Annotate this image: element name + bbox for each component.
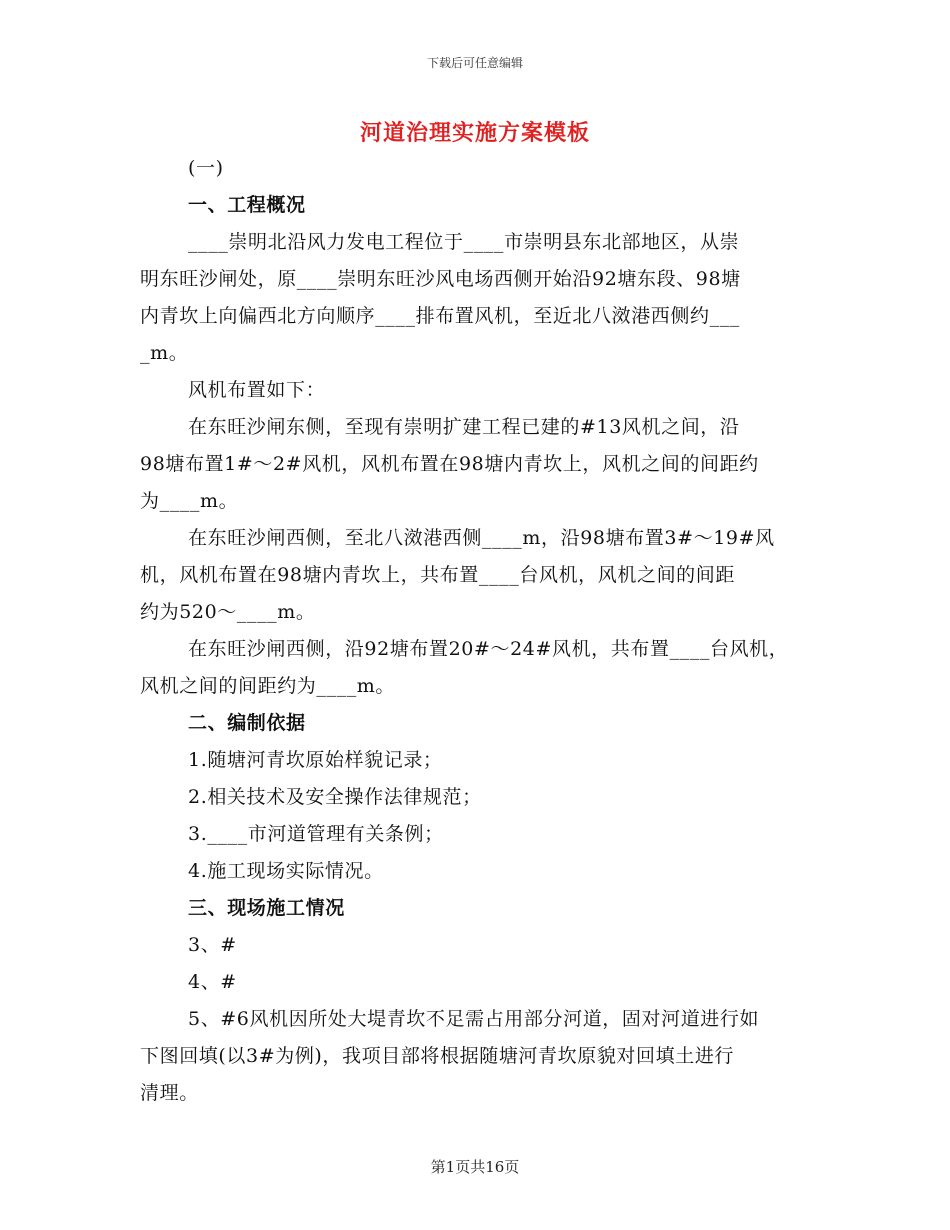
page-number: 第1页共16页 [430,1158,520,1176]
header-note: 下载后可任意编辑 [426,56,523,70]
paragraph-line: 为____m。 [140,490,239,512]
document-title: 河道治理实施方案模板 [359,120,590,146]
heading-basis: 二、编制依据 [188,712,306,734]
paragraph-line: _m。 [140,342,189,364]
paragraph-line: 清理。 [140,1082,199,1104]
list-item: 1.随塘河青坎原始样貌记录； [188,749,443,771]
paragraph-line: 约为520～____m。 [140,601,316,623]
paragraph-line: 明东旺沙闸处，原____崇明东旺沙风电场西侧开始沿92塘东段、98塘 [140,268,741,290]
list-item: 3、# [188,934,237,956]
paragraph-line: ____崇明北沿风力发电工程位于____市崇明县东北部地区，从崇 [188,231,740,253]
paragraph-line: 内青坎上向偏西北方向顺序____排布置风机，至近北八滧港西侧约___ [140,305,740,327]
section-label: (一) [188,157,224,179]
paragraph-line: 下图回填(以3#为例)，我项目部将根据随塘河青坎原貌对回填土进行 [140,1045,735,1067]
paragraph-line: 机，风机布置在98塘内青坎上，共布置____台风机，风机之间的间距 [140,564,735,586]
paragraph-line: 在东旺沙闸西侧，沿92塘布置20#～24#风机，共布置____台风机， [188,638,789,660]
paragraph-line: 风机之间的间距约为____m。 [140,675,396,697]
paragraph-line: 5、#6风机因所处大堤青坎不足需占用部分河道，固对河道进行如 [188,1008,760,1030]
paragraph-line: 风机布置如下： [188,379,326,401]
list-item: 2.相关技术及安全操作法律规范； [188,786,482,808]
heading-project-overview: 一、工程概况 [188,194,306,216]
heading-site-conditions: 三、现场施工情况 [188,897,345,919]
document-body [140,150,812,1112]
paragraph-line: 在东旺沙闸东侧，至现有崇明扩建工程已建的#13风机之间，沿 [188,416,740,438]
list-item: 4.施工现场实际情况。 [188,860,384,882]
paragraph-line: 98塘布置1#～2#风机，风机布置在98塘内青坎上，风机之间的间距约 [140,453,759,475]
paragraph-line: 在东旺沙闸西侧，至北八滧港西侧____m，沿98塘布置3#～19#风 [188,527,775,549]
list-item: 3.____市河道管理有关条例； [188,823,444,845]
list-item: 4、# [188,971,237,993]
